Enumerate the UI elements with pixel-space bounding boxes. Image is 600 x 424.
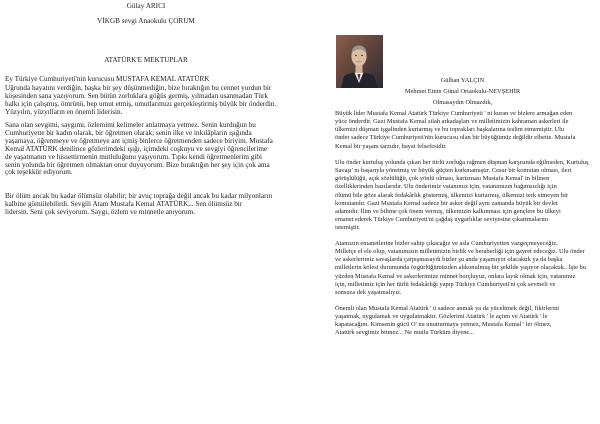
paragraph-line: sonsuza dek yaşatmalıyız. bbox=[335, 288, 402, 296]
paragraph-line: de yaşatmanın ve hissettirmenin mutluluğunu yaşıyorum. Tıpkı kendi öğretmenlerim gibi bbox=[5, 152, 262, 161]
paragraph-line: Ulu önder kurtuluş yolunda çıkan her türlü zorluğa rağmen düşman karşısında eğilmeden, Kurtuluş bbox=[335, 159, 589, 166]
paragraph-line: Milletçe el ele olup, vatanımızın milletimizin birlik ve beraberliği için gayret edeceğiz. Ulu önder bbox=[335, 248, 585, 256]
paragraph-line: kapatacağım. Kimsenin gücü O' nu unutturmaya yetmez, Mustafa Kemal ' ler ölmez, bbox=[335, 321, 552, 329]
letter-paragraph bbox=[335, 240, 595, 297]
paragraph-line: Sana olan sevgimi, saygımı, özlemimi kelimeler anlatmaya yetmez. Senin kurduğun bu bbox=[5, 121, 256, 129]
paragraph-line: yüce önderdir. Gazi Mustafa Kemal silah arkadaşları ve milletimizin kahraman askerleri ile bbox=[335, 118, 569, 126]
paragraph-line: senin yolunda bir öğretmen olmaktan onur duyuyorum. Bize bıraktığın her şey için çok ama bbox=[5, 160, 270, 169]
paragraph-line: Kemal bir yaşam tarzıdır, hayat felsefesidir. bbox=[335, 142, 447, 150]
letter-paragraph bbox=[5, 85, 295, 117]
paragraph-line: halkı için çalışmış, ömrünü, hep umut etmiş, umutlarımızı gerçekleştirmiş büyük bir önderdin. bbox=[5, 99, 277, 108]
school-name: Mehmet Emin Günal Ortaokulu-NEVŞEHİR bbox=[404, 88, 521, 95]
paragraph-line: Uğrunda hayatını verdiğin, başka bir şey düşünmediğin, bize bıraktığın bu cennet yurdun bir bbox=[5, 84, 272, 92]
letter-paragraph bbox=[335, 110, 595, 151]
paragraph-line: Cumhuriyette bir kadın olarak, bir öğretmen olarak; senin ilke ve inkılâpların ışığında bbox=[5, 128, 252, 137]
paragraph-line: ülkemizi düşman işgalinden kurtarmış ve bu toprakları başkalarına teslim etmemiştir. Ulu bbox=[335, 126, 565, 134]
letter-paragraph bbox=[335, 159, 595, 232]
right-letter bbox=[335, 0, 595, 424]
left-letter bbox=[5, 0, 295, 424]
paragraph-line: çok teşekkür ediyorum. bbox=[5, 168, 73, 177]
paragraph-line: Savaşı' nı başarıyla yönetmiş ve büyük güçten korkmamıştır. Cesur bir komutan olması, ileri bbox=[335, 167, 572, 175]
author-name: Gülhan YALÇIN bbox=[440, 77, 485, 84]
letter-title: ATATÜRK'E MEKTUPLAR bbox=[104, 56, 188, 64]
letter-paragraph bbox=[335, 305, 595, 338]
paragraph-line: yaşamaya, öğrenmeye ve öğretmeye ant içmiş binlerce öğretmenden sadece biriyim. Mustafa bbox=[5, 136, 273, 145]
paragraph-line: özelliklerinden bazılarıdır. Ulu önderimiz vatanımız için, vatanımızın bağımsızlığı için bbox=[335, 183, 557, 191]
paragraph-line: emanet ederek Türkiye Cumhuriyeti'ni çağdaş uygarlıklar seviyesine çıkartmalarını bbox=[335, 216, 549, 224]
paragraph-line: önder sadece Türkiye Cumhuriyeti'nin kurucusu olan bir büyüğümüz değildir elbette. Mustafa bbox=[335, 134, 576, 142]
letter-salutation: Ey Türkiye Cumhuriyeti'nin kurucusu MUSTAFA KEMAL ATATÜRK bbox=[5, 75, 210, 83]
paragraph-line: için, milletimiz için her türlü fedakârlığı yapıp Türkiye Cumhuriyeti'ni çok sevmeli ve bbox=[335, 280, 556, 288]
letter-heading: Olmasaydın Olmazdık, bbox=[432, 99, 493, 106]
paragraph-line: Önemli olan Mustafa Kemal Atatürk ' ü sadece anmak ya da yüceltmek değil, fikirlerini bbox=[335, 305, 560, 312]
school-name: VİKGB sevgi Anaokulu ÇORUM bbox=[97, 17, 195, 25]
paragraph-line: adamıdır. İlim ve bilime çok önem vermiş, ülkemizin kalkınması için gençlere bu ülkeyi bbox=[335, 207, 561, 215]
paragraph-line: Büyük lider Mustafa Kemal Atatürk Türkiye Cumhuriyeti ' ni kuran ve bizlere armağan eden bbox=[335, 110, 573, 117]
paragraph-line: milletlerin kölesi durumunda özgürlüğümüzden alıkonulmuş bir şekilde yaşıyor olacaktık.. İşte bu bbox=[335, 264, 586, 272]
paragraph-line: istemiştir. bbox=[335, 224, 361, 232]
author-name: Gülay ARICI bbox=[126, 2, 166, 10]
paragraph-line: Yüzyılın, yüzyılların en önemli liderisin. bbox=[5, 107, 123, 116]
paragraph-line: yüzden Mustafa Kemal ve askerlerimize minnet borçluyuz, onlara layık olmak için, vatanımız bbox=[335, 272, 576, 280]
paragraph-line: köşesinden sana yazıyorum. Sen bütün zorluklara göğüs germiş, yılmadan usanmadan Türk bbox=[5, 91, 268, 100]
paragraph-line: ve askerlerimiz savaşlarda çarpışmasaydı bizler şu anda yaşamıyor olacaktık ya da başka bbox=[335, 256, 563, 264]
letter-paragraph bbox=[5, 122, 295, 177]
paragraph-line: Atamızın emanetlerine bizler sahip çıkacağız ve asla Cumhuriyetten vazgeçmeyeceğiz. bbox=[335, 240, 558, 247]
paragraph-line: yaşatmak, uygulamak ve uygulatmaktır. Gözlerimi Atatürk ' le açtım ve Atatürk ' le bbox=[335, 313, 548, 321]
paragraph-line: Bir ölüm ancak bu kadar ölümsüz olabilir; bir avuç toprağa değil ancak bu kadar milyonların bbox=[5, 192, 273, 200]
paragraph-line: görüşlülüğü, açık sözlülüğü, çok yönlü olması, karizması Mustafa Kemal' in bilinen bbox=[335, 175, 550, 183]
paragraph-line: komutandır. Gazi Mustafa Kemal sadece bir asker değil aynı zamanda büyük bir devlet bbox=[335, 199, 558, 207]
paragraph-line: kalbine gömülebilirdi. Sevgili Atam Mustafa Kemal ATATÜRK... Sen ölümsüz bir bbox=[5, 199, 243, 208]
paragraph-line: Kemal ATATÜRK denilince gözlerimdeki ışığı, içimdeki coşkuyu ve sevgiyi öğrencilerime bbox=[5, 144, 268, 153]
letter-paragraph bbox=[5, 193, 295, 217]
paragraph-line: Atatürk sevgimiz bitmez... Ne mutlu Türküm diyene... bbox=[335, 329, 475, 337]
paragraph-line: lidersin. Seni çok seviyorum. Saygı, özlem ve minnetle anıyorum. bbox=[5, 207, 196, 216]
paragraph-line: ölümü bile göze alarak fedakârlık göstermiş, ülkemizi kurtarmış, ülkemizi terk etmeyen bir bbox=[335, 191, 569, 199]
